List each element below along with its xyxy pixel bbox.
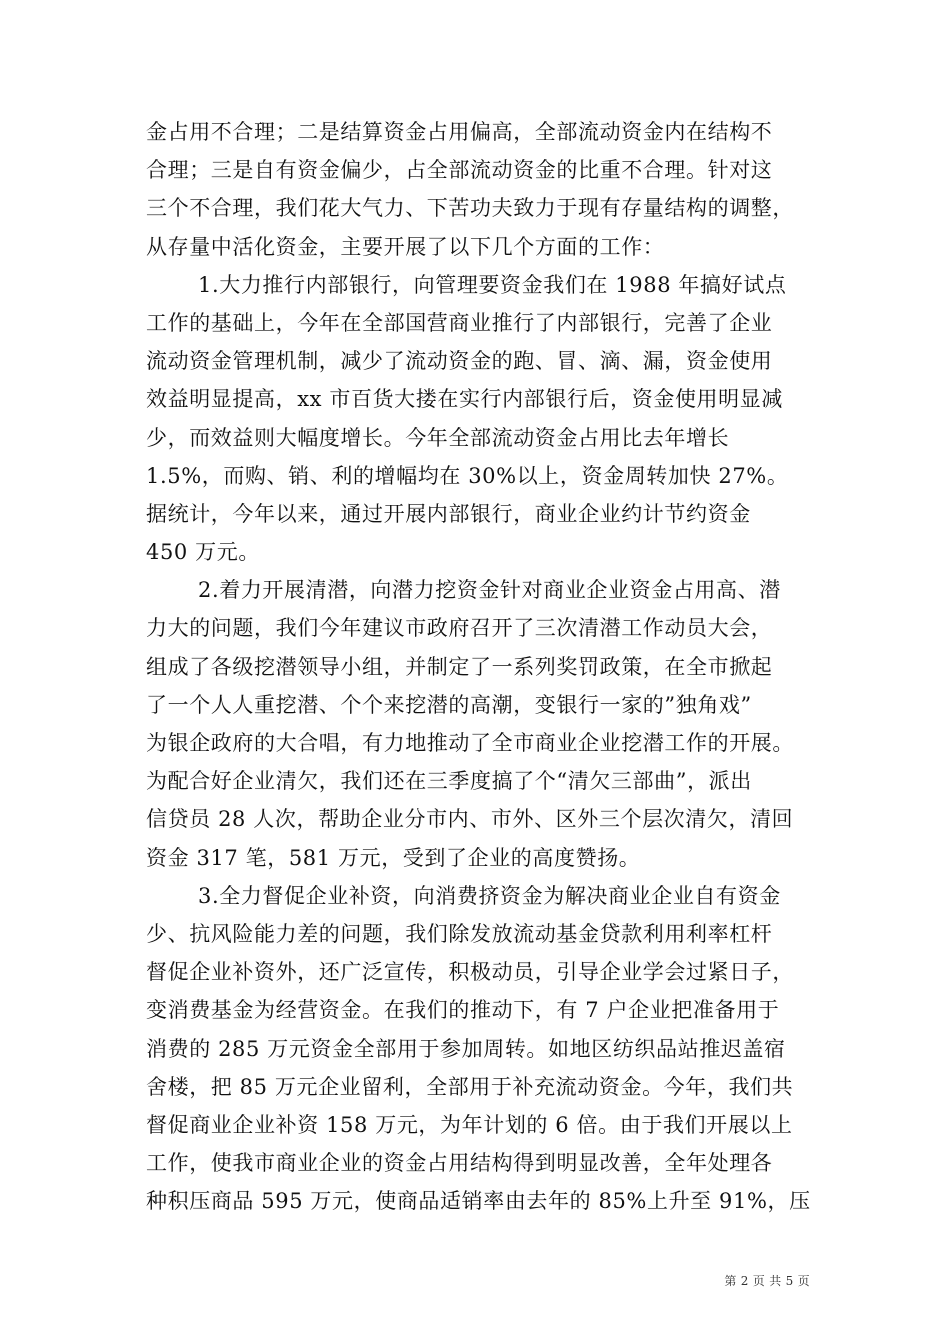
paragraph-2-start: 2.着力开展清潜，向潜力挖资金针对商业企业资金占用高、潜: [198, 578, 781, 603]
body-text: [146, 113, 826, 1220]
text-line: 舍楼，把 85 万元企业留利，全部用于补充流动资金。今年，我们共: [146, 1074, 794, 1099]
text-line: 450 万元。: [146, 540, 260, 565]
page-number-footer: 第 2 页 共 5 页: [724, 1274, 810, 1288]
text-line: 信贷员 28 人次，帮助企业分市内、市外、区外三个层次清欠，清回: [146, 807, 794, 832]
text-line: 消费的 285 万元资金全部用于参加周转。如地区纺织品站推迟盖宿: [146, 1036, 786, 1061]
text-line: 流动资金管理机制，减少了流动资金的跑、冒、滴、漏，资金使用: [146, 349, 773, 374]
text-line: 少，而效益则大幅度增长。今年全部流动资金占用比去年增长: [146, 425, 730, 450]
text-line: 从存量中活化资金，主要开展了以下几个方面的工作：: [146, 234, 665, 259]
text-line: 三个不合理，我们花大气力、下苦功夫致力于现有存量结构的调整，: [146, 196, 794, 221]
text-line: 工作，使我市商业企业的资金占用结构得到明显改善，全年处理各: [146, 1151, 773, 1176]
text-line: 变消费基金为经营资金。在我们的推动下，有 7 户企业把准备用于: [146, 998, 780, 1023]
paragraph-3-start: 3.全力督促企业补资，向消费挤资金为解决商业企业自有资金: [198, 883, 781, 908]
paragraph-1-start: 1.大力推行内部银行，向管理要资金我们在 1988 年搞好试点: [198, 272, 787, 297]
text-line: 合理；三是自有资金偏少，占全部流动资金的比重不合理。针对这: [146, 158, 773, 183]
text-line: 工作的基础上，今年在全部国营商业推行了内部银行，完善了企业: [146, 310, 773, 335]
text-line: 组成了各级挖潜领导小组，并制定了一系列奖罚政策，在全市掀起: [146, 654, 773, 679]
text-line: 金占用不合理；二是结算资金占用偏高，全部流动资金内在结构不: [146, 120, 773, 144]
text-line: 督促商业企业补资 158 万元，为年计划的 6 倍。由于我们开展以上: [146, 1112, 793, 1137]
text-line: 为配合好企业清欠，我们还在三季度搞了个“清欠三部曲”，派出: [146, 769, 752, 794]
text-line: 少、抗风险能力差的问题，我们除发放流动基金贷款利用利率杠杆: [146, 921, 773, 946]
text-line: 效益明显提高，xx 市百货大搂在实行内部银行后，资金使用明显减: [146, 387, 783, 412]
text-line: 1.5%，而购、销、利的增幅均在 30%以上，资金周转加快 27%。: [146, 463, 789, 488]
text-line: 资金 317 笔，581 万元，受到了企业的高度赞扬。: [146, 845, 641, 870]
text-line: 力大的问题，我们今年建议市政府召开了三次清潜工作动员大会，: [146, 616, 773, 641]
text-line: 种积压商品 595 万元，使商品适销率由去年的 85%上升至 91%，压: [146, 1189, 811, 1214]
text-line: 据统计，今年以来，通过开展内部银行，商业企业约计节约资金: [146, 501, 751, 526]
text-line: 督促企业补资外，还广泛宣传，积极动员，引导企业学会过紧日子，: [146, 960, 794, 985]
text-line: 了一个人人重挖潜、个个来挖潜的高潮，变银行一家的”独角戏”: [146, 692, 752, 717]
text-line: 为银企政府的大合唱，有力地推动了全市商业企业挖潜工作的开展。: [146, 731, 794, 755]
